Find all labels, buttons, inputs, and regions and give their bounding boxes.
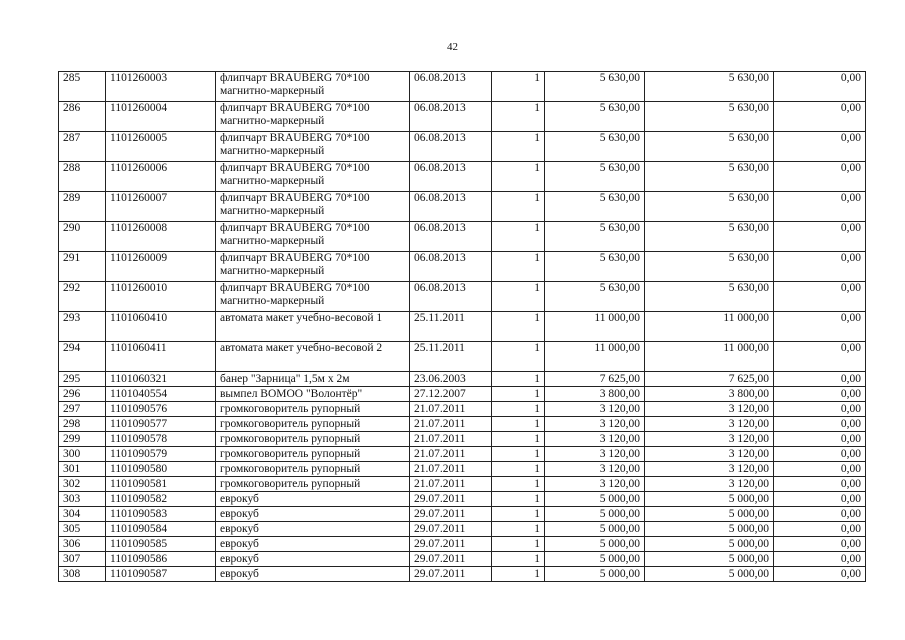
inventory-code-cell: 1101090581 (106, 477, 216, 492)
residual-value-cell: 0,00 (774, 432, 866, 447)
table-row (59, 417, 866, 432)
table-row (59, 537, 866, 552)
price-cell: 3 120,00 (545, 402, 645, 417)
price-cell: 5 630,00 (545, 132, 645, 162)
amount-cell: 5 000,00 (645, 507, 774, 522)
residual-value-cell: 0,00 (774, 372, 866, 387)
price-cell: 5 000,00 (545, 552, 645, 567)
price-cell: 5 000,00 (545, 492, 645, 507)
date-cell: 06.08.2013 (410, 72, 492, 102)
residual-value-cell: 0,00 (774, 252, 866, 282)
item-name-cell: флипчарт BRAUBERG 70*100 магнитно-маркерный (216, 162, 410, 192)
price-cell: 5 630,00 (545, 192, 645, 222)
date-cell: 21.07.2011 (410, 417, 492, 432)
residual-value-cell: 0,00 (774, 312, 866, 342)
amount-cell: 3 120,00 (645, 402, 774, 417)
date-cell: 21.07.2011 (410, 402, 492, 417)
residual-value-cell: 0,00 (774, 552, 866, 567)
item-name-cell: еврокуб (216, 537, 410, 552)
row-number-cell: 292 (59, 282, 106, 312)
price-cell: 3 120,00 (545, 462, 645, 477)
amount-cell: 5 000,00 (645, 567, 774, 582)
residual-value-cell: 0,00 (774, 402, 866, 417)
residual-value-cell: 0,00 (774, 387, 866, 402)
inventory-code-cell: 1101260010 (106, 282, 216, 312)
item-name-cell: громкоговоритель рупорный (216, 477, 410, 492)
date-cell: 29.07.2011 (410, 492, 492, 507)
date-cell: 21.07.2011 (410, 462, 492, 477)
amount-cell: 11 000,00 (645, 312, 774, 342)
row-number-cell: 298 (59, 417, 106, 432)
table-row (59, 342, 866, 372)
quantity-cell: 1 (492, 462, 545, 477)
inventory-code-cell: 1101090578 (106, 432, 216, 447)
item-name-cell: банер "Зарница" 1,5м х 2м (216, 372, 410, 387)
item-name-cell: вымпел ВОМОО "Волонтёр" (216, 387, 410, 402)
residual-value-cell: 0,00 (774, 492, 866, 507)
date-cell: 25.11.2011 (410, 342, 492, 372)
row-number-cell: 288 (59, 162, 106, 192)
inventory-code-cell: 1101090584 (106, 522, 216, 537)
inventory-code-cell: 1101260005 (106, 132, 216, 162)
residual-value-cell: 0,00 (774, 522, 866, 537)
residual-value-cell: 0,00 (774, 132, 866, 162)
amount-cell: 5 630,00 (645, 282, 774, 312)
table-row (59, 192, 866, 222)
inventory-code-cell: 1101090585 (106, 537, 216, 552)
table-row (59, 312, 866, 342)
row-number-cell: 294 (59, 342, 106, 372)
residual-value-cell: 0,00 (774, 192, 866, 222)
row-number-cell: 289 (59, 192, 106, 222)
row-number-cell: 293 (59, 312, 106, 342)
date-cell: 06.08.2013 (410, 252, 492, 282)
inventory-code-cell: 1101090579 (106, 447, 216, 462)
item-name-cell: флипчарт BRAUBERG 70*100 магнитно-маркерный (216, 282, 410, 312)
residual-value-cell: 0,00 (774, 162, 866, 192)
date-cell: 06.08.2013 (410, 282, 492, 312)
price-cell: 11 000,00 (545, 312, 645, 342)
quantity-cell: 1 (492, 282, 545, 312)
price-cell: 3 120,00 (545, 477, 645, 492)
inventory-code-cell: 1101260006 (106, 162, 216, 192)
amount-cell: 3 120,00 (645, 417, 774, 432)
row-number-cell: 299 (59, 432, 106, 447)
date-cell: 06.08.2013 (410, 132, 492, 162)
inventory-code-cell: 1101090587 (106, 567, 216, 582)
price-cell: 5 630,00 (545, 102, 645, 132)
row-number-cell: 301 (59, 462, 106, 477)
table-row (59, 132, 866, 162)
table-row (59, 252, 866, 282)
inventory-code-cell: 1101260004 (106, 102, 216, 132)
amount-cell: 5 000,00 (645, 552, 774, 567)
price-cell: 5 630,00 (545, 72, 645, 102)
residual-value-cell: 0,00 (774, 72, 866, 102)
amount-cell: 11 000,00 (645, 342, 774, 372)
table-row (59, 567, 866, 582)
quantity-cell: 1 (492, 447, 545, 462)
quantity-cell: 1 (492, 312, 545, 342)
inventory-code-cell: 1101060410 (106, 312, 216, 342)
inventory-code-cell: 1101060321 (106, 372, 216, 387)
row-number-cell: 290 (59, 222, 106, 252)
residual-value-cell: 0,00 (774, 447, 866, 462)
inventory-code-cell: 1101090586 (106, 552, 216, 567)
table-row (59, 462, 866, 477)
row-number-cell: 307 (59, 552, 106, 567)
price-cell: 5 000,00 (545, 537, 645, 552)
row-number-cell: 297 (59, 402, 106, 417)
table-row (59, 447, 866, 462)
inventory-code-cell: 1101090582 (106, 492, 216, 507)
quantity-cell: 1 (492, 387, 545, 402)
quantity-cell: 1 (492, 492, 545, 507)
row-number-cell: 295 (59, 372, 106, 387)
quantity-cell: 1 (492, 162, 545, 192)
quantity-cell: 1 (492, 432, 545, 447)
row-number-cell: 306 (59, 537, 106, 552)
item-name-cell: флипчарт BRAUBERG 70*100 магнитно-маркерный (216, 132, 410, 162)
price-cell: 3 800,00 (545, 387, 645, 402)
row-number-cell: 304 (59, 507, 106, 522)
residual-value-cell: 0,00 (774, 537, 866, 552)
date-cell: 23.06.2003 (410, 372, 492, 387)
row-number-cell: 296 (59, 387, 106, 402)
inventory-code-cell: 1101090583 (106, 507, 216, 522)
inventory-code-cell: 1101060411 (106, 342, 216, 372)
residual-value-cell: 0,00 (774, 222, 866, 252)
item-name-cell: еврокуб (216, 552, 410, 567)
date-cell: 29.07.2011 (410, 507, 492, 522)
date-cell: 06.08.2013 (410, 162, 492, 192)
date-cell: 21.07.2011 (410, 447, 492, 462)
inventory-code-cell: 1101260008 (106, 222, 216, 252)
quantity-cell: 1 (492, 252, 545, 282)
date-cell: 29.07.2011 (410, 537, 492, 552)
date-cell: 06.08.2013 (410, 222, 492, 252)
inventory-code-cell: 1101260007 (106, 192, 216, 222)
amount-cell: 5 630,00 (645, 252, 774, 282)
price-cell: 3 120,00 (545, 432, 645, 447)
row-number-cell: 308 (59, 567, 106, 582)
quantity-cell: 1 (492, 507, 545, 522)
item-name-cell: громкоговоритель рупорный (216, 432, 410, 447)
date-cell: 06.08.2013 (410, 102, 492, 132)
amount-cell: 5 630,00 (645, 192, 774, 222)
amount-cell: 3 120,00 (645, 462, 774, 477)
table-row (59, 102, 866, 132)
table-row (59, 282, 866, 312)
amount-cell: 5 630,00 (645, 222, 774, 252)
amount-cell: 5 000,00 (645, 537, 774, 552)
item-name-cell: автомата макет учебно-весовой 2 (216, 342, 410, 372)
quantity-cell: 1 (492, 402, 545, 417)
item-name-cell: еврокуб (216, 507, 410, 522)
table-row (59, 492, 866, 507)
item-name-cell: флипчарт BRAUBERG 70*100 магнитно-маркерный (216, 192, 410, 222)
amount-cell: 3 800,00 (645, 387, 774, 402)
row-number-cell: 287 (59, 132, 106, 162)
table-row (59, 162, 866, 192)
inventory-code-cell: 1101040554 (106, 387, 216, 402)
quantity-cell: 1 (492, 342, 545, 372)
quantity-cell: 1 (492, 72, 545, 102)
item-name-cell: флипчарт BRAUBERG 70*100 магнитно-маркерный (216, 72, 410, 102)
item-name-cell: еврокуб (216, 567, 410, 582)
date-cell: 29.07.2011 (410, 522, 492, 537)
price-cell: 5 000,00 (545, 507, 645, 522)
inventory-code-cell: 1101260003 (106, 72, 216, 102)
table-row (59, 72, 866, 102)
quantity-cell: 1 (492, 537, 545, 552)
row-number-cell: 300 (59, 447, 106, 462)
table-row (59, 372, 866, 387)
amount-cell: 3 120,00 (645, 432, 774, 447)
row-number-cell: 305 (59, 522, 106, 537)
item-name-cell: автомата макет учебно-весовой 1 (216, 312, 410, 342)
quantity-cell: 1 (492, 192, 545, 222)
quantity-cell: 1 (492, 522, 545, 537)
residual-value-cell: 0,00 (774, 507, 866, 522)
date-cell: 21.07.2011 (410, 477, 492, 492)
price-cell: 3 120,00 (545, 417, 645, 432)
row-number-cell: 291 (59, 252, 106, 282)
row-number-cell: 303 (59, 492, 106, 507)
item-name-cell: громкоговоритель рупорный (216, 447, 410, 462)
table-row (59, 522, 866, 537)
row-number-cell: 302 (59, 477, 106, 492)
date-cell: 21.07.2011 (410, 432, 492, 447)
price-cell: 7 625,00 (545, 372, 645, 387)
row-number-cell: 285 (59, 72, 106, 102)
date-cell: 27.12.2007 (410, 387, 492, 402)
inventory-rows (59, 72, 866, 582)
price-cell: 5 630,00 (545, 222, 645, 252)
item-name-cell: громкоговоритель рупорный (216, 417, 410, 432)
inventory-code-cell: 1101090580 (106, 462, 216, 477)
item-name-cell: флипчарт BRAUBERG 70*100 магнитно-маркерный (216, 252, 410, 282)
residual-value-cell: 0,00 (774, 342, 866, 372)
price-cell: 11 000,00 (545, 342, 645, 372)
amount-cell: 5 000,00 (645, 492, 774, 507)
date-cell: 29.07.2011 (410, 567, 492, 582)
date-cell: 06.08.2013 (410, 192, 492, 222)
quantity-cell: 1 (492, 477, 545, 492)
amount-cell: 5 630,00 (645, 72, 774, 102)
residual-value-cell: 0,00 (774, 477, 866, 492)
amount-cell: 7 625,00 (645, 372, 774, 387)
amount-cell: 5 630,00 (645, 162, 774, 192)
item-name-cell: еврокуб (216, 492, 410, 507)
amount-cell: 5 000,00 (645, 522, 774, 537)
item-name-cell: флипчарт BRAUBERG 70*100 магнитно-маркерный (216, 102, 410, 132)
page-number: 42 (447, 41, 458, 53)
amount-cell: 5 630,00 (645, 132, 774, 162)
price-cell: 5 630,00 (545, 162, 645, 192)
inventory-code-cell: 1101260009 (106, 252, 216, 282)
quantity-cell: 1 (492, 102, 545, 132)
table-row (59, 552, 866, 567)
residual-value-cell: 0,00 (774, 567, 866, 582)
residual-value-cell: 0,00 (774, 462, 866, 477)
price-cell: 3 120,00 (545, 447, 645, 462)
price-cell: 5 000,00 (545, 567, 645, 582)
inventory-code-cell: 1101090577 (106, 417, 216, 432)
price-cell: 5 630,00 (545, 252, 645, 282)
price-cell: 5 630,00 (545, 282, 645, 312)
table-row (59, 477, 866, 492)
residual-value-cell: 0,00 (774, 102, 866, 132)
residual-value-cell: 0,00 (774, 282, 866, 312)
amount-cell: 5 630,00 (645, 102, 774, 132)
inventory-table (58, 71, 866, 582)
quantity-cell: 1 (492, 552, 545, 567)
quantity-cell: 1 (492, 372, 545, 387)
row-number-cell: 286 (59, 102, 106, 132)
quantity-cell: 1 (492, 567, 545, 582)
table-row (59, 387, 866, 402)
item-name-cell: флипчарт BRAUBERG 70*100 магнитно-маркерный (216, 222, 410, 252)
table-row (59, 222, 866, 252)
amount-cell: 3 120,00 (645, 447, 774, 462)
quantity-cell: 1 (492, 417, 545, 432)
amount-cell: 3 120,00 (645, 477, 774, 492)
item-name-cell: еврокуб (216, 522, 410, 537)
inventory-code-cell: 1101090576 (106, 402, 216, 417)
quantity-cell: 1 (492, 222, 545, 252)
table-row (59, 402, 866, 417)
item-name-cell: громкоговоритель рупорный (216, 462, 410, 477)
date-cell: 29.07.2011 (410, 552, 492, 567)
table-row (59, 432, 866, 447)
price-cell: 5 000,00 (545, 522, 645, 537)
table-row (59, 507, 866, 522)
item-name-cell: громкоговоритель рупорный (216, 402, 410, 417)
residual-value-cell: 0,00 (774, 417, 866, 432)
quantity-cell: 1 (492, 132, 545, 162)
date-cell: 25.11.2011 (410, 312, 492, 342)
